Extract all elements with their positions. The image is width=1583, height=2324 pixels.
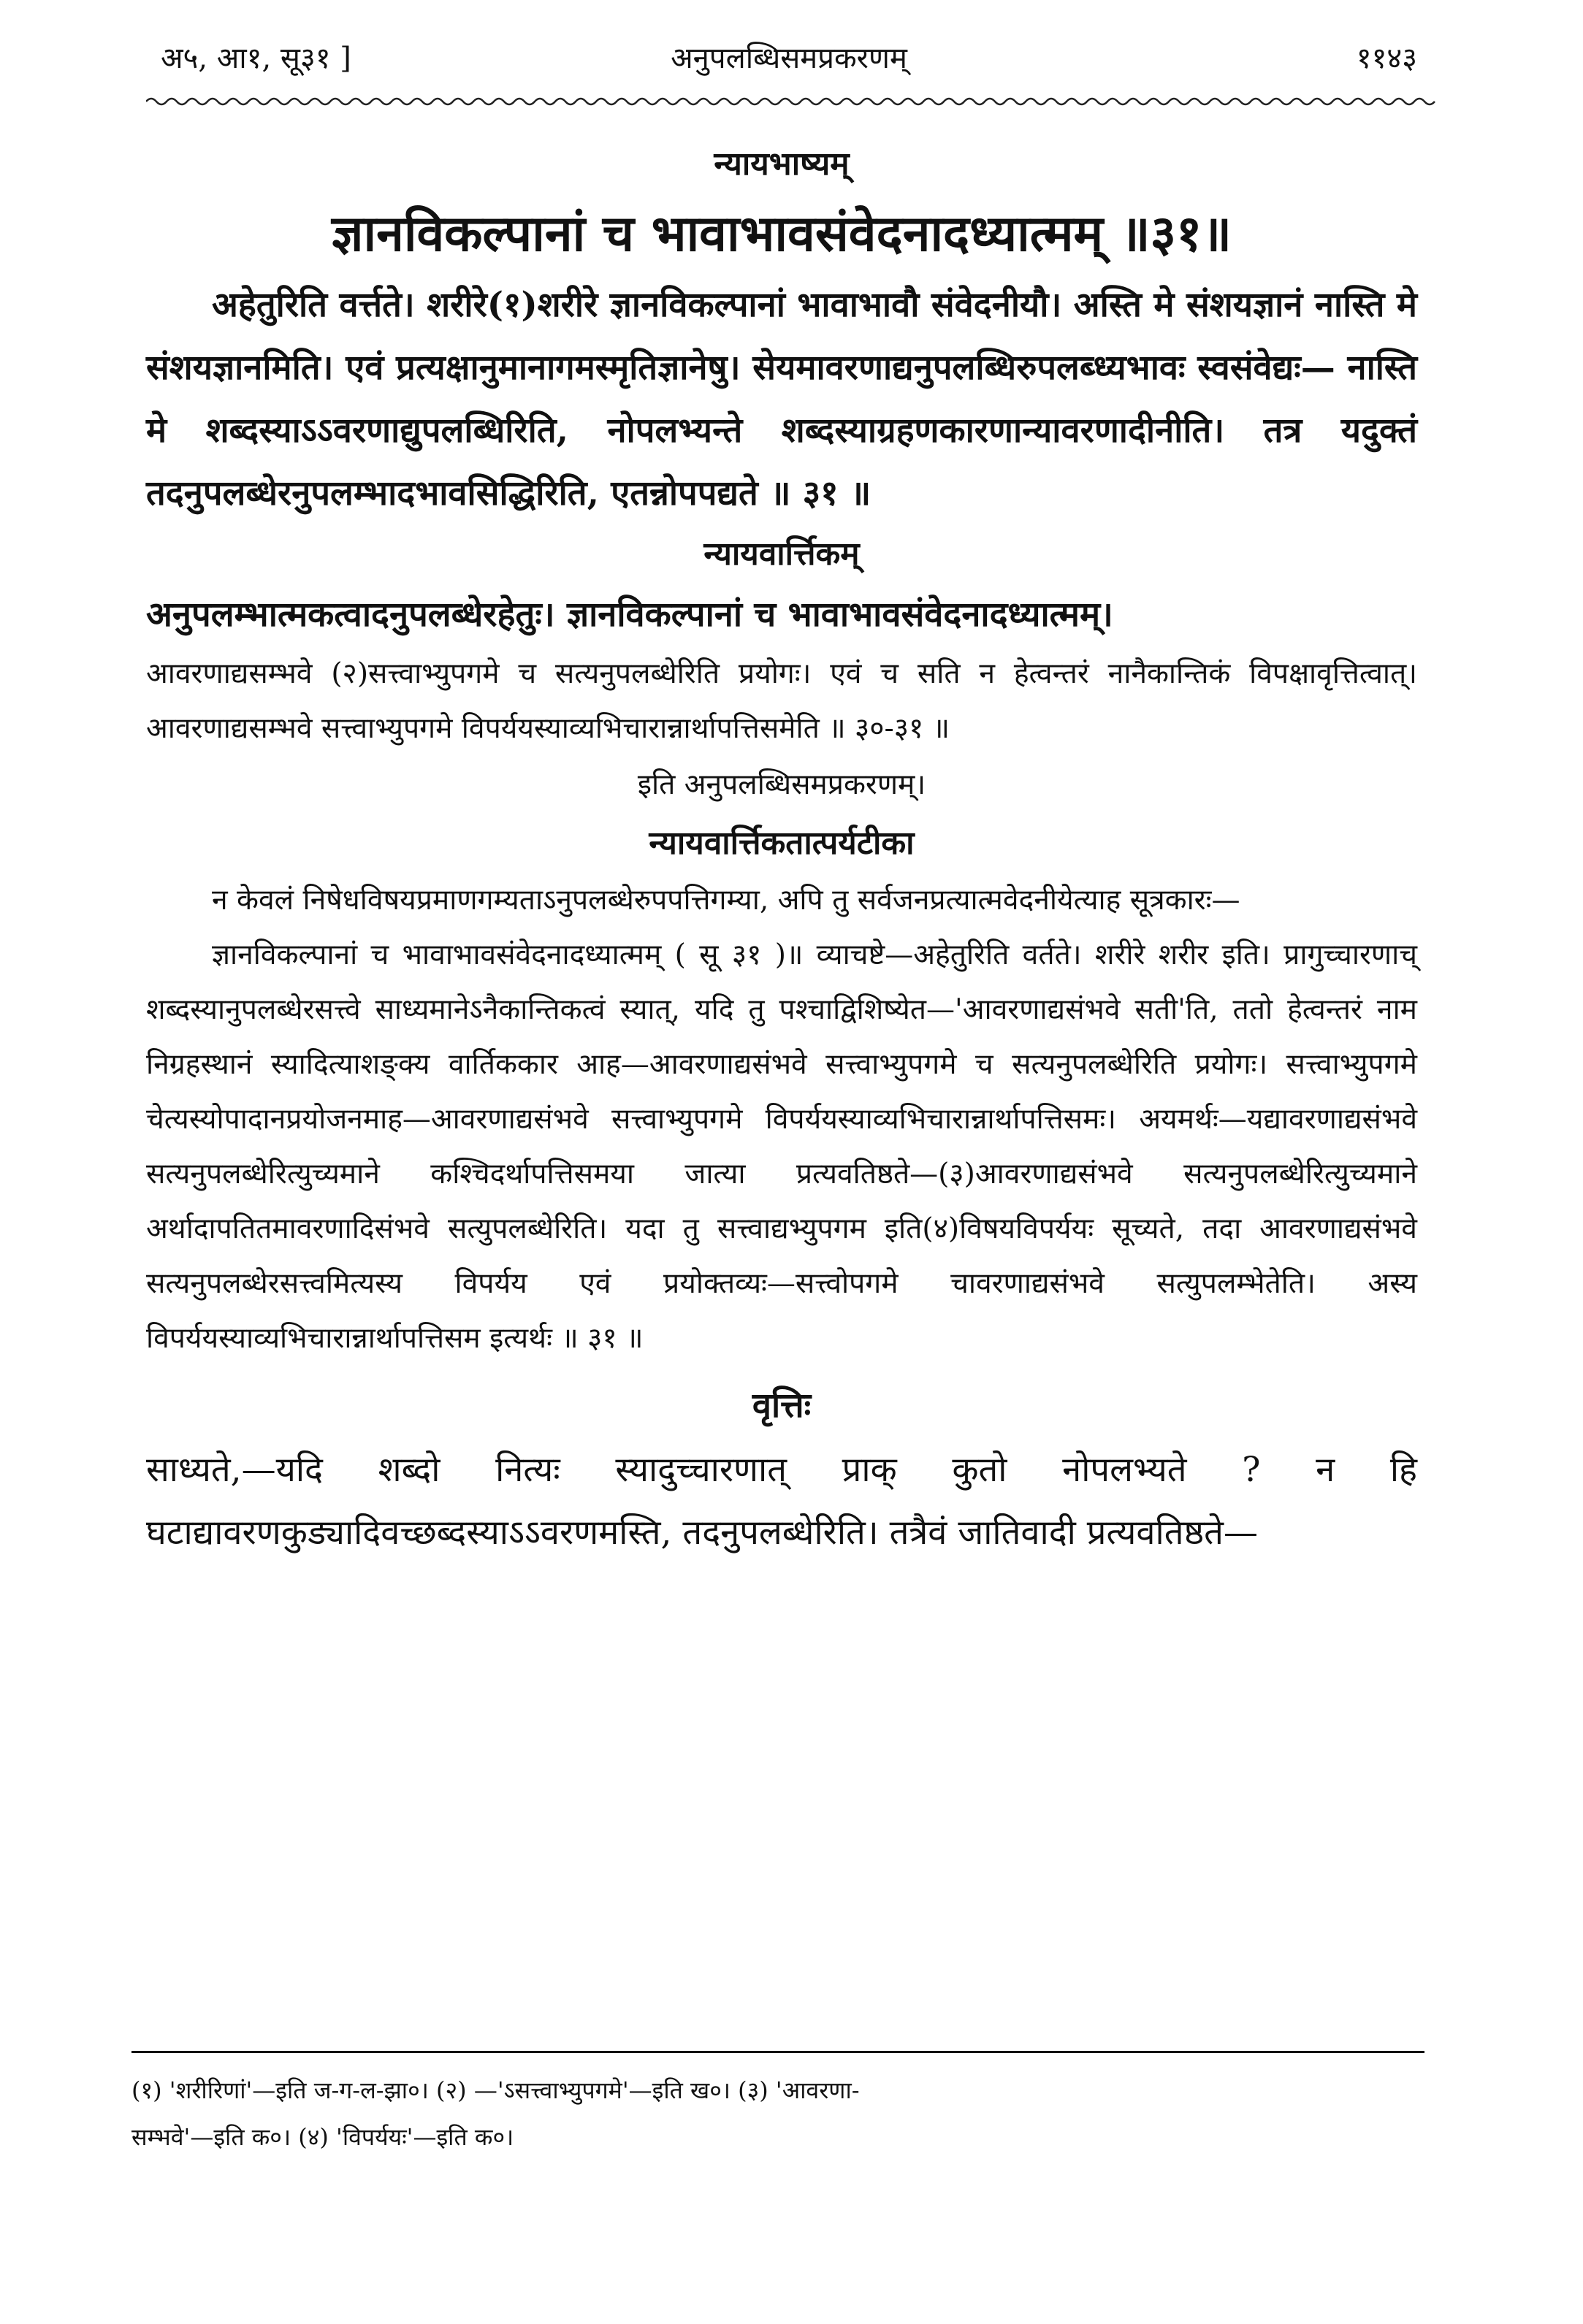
tika-heading: न्यायवार्त्तिकतात्पर्यटीका	[649, 825, 915, 862]
page-number: ११४३	[1356, 42, 1417, 75]
main-text	[146, 135, 1417, 1564]
varttika-sutra-line: अनुपलम्भात्मकत्वादनुपलब्धेरहेतुः। ज्ञानविकल्पानां च भावाभावसंवेदनादध्यात्मम्।	[146, 595, 1113, 635]
bhashya-heading: न्यायभाष्यम्	[714, 145, 850, 183]
footnotes	[131, 2067, 1417, 2160]
tika-paragraph-2: ज्ञानविकल्पानां च भावाभावसंवेदनादध्यात्मम् ( सू ३१ )॥ व्याचष्टे—अहेतुरिति वर्तते। शरीरे शरीर इति। प्रागुच्चारणाच् शब्दस्यानुपलब्धेरसत्त्वे साध्यमानेऽनैकान्तिकत्वं स्यात्, यदि तु पश्चाद्विशिष्येत—'आवरणाद्यसंभवे सती'ति, ततो हेत्वन्तरं नाम निग्रहस्थानं स्यादित्याशङ्क्य वार्तिककार आह—आवरणाद्यसंभवे सत्त्वाभ्युपगमे च सत्यनुपलब्धेरिति प्रयोगः। सत्त्वाभ्युपगमे चेत्यस्योपादानप्रयोजनमाह—आवरणाद्यसंभवे सत्त्वाभ्युपगमे विपर्ययस्याव्यभिचारान्नार्थापत्तिसमः। अयमर्थः—यद्यावरणाद्यसंभवे सत्यनुपलब्धेरित्युच्यमाने कश्चिदर्थापत्तिसमया जात्या प्रत्यवतिष्ठते—(३)आवरणाद्यसंभवे सत्यनुपलब्धेरित्युच्यमाने अर्थादापतितमावरणादिसंभवे सत्युपलब्धेरिति। यदा तु सत्त्वाद्यभ्युपगम इति(४)विषयविपर्ययः सूच्यते, तदा आवरणाद्यसंभवे सत्यनुपलब्धेरसत्त्वमित्यस्य विपर्यय एवं प्रयोक्तव्यः—सत्त्वोपगमे चावरणाद्यसंभवे सत्युपलम्भेतेति। अस्य विपर्ययस्याव्यभिचारान्नार्थापत्तिसम इत्यर्थः ॥ ३१ ॥	[146, 939, 1417, 1355]
section-closing: इति अनुपलब्धिसमप्रकरणम्।	[637, 768, 926, 801]
vritti-heading: वृत्तिः	[752, 1385, 812, 1426]
tika-paragraph-1: न केवलं निषेधविषयप्रमाणगम्यताऽनुपलब्धेरुपपत्तिगम्या, अपि तु सर्वजनप्रत्यात्मवेदनीयेत्याह सूत्रकारः—	[212, 884, 1240, 917]
varttika-paragraph: आवरणाद्यसम्भवे (२)सत्त्वाभ्युपगमे च सत्यनुपलब्धेरिति प्रयोगः। एवं च सति न हेत्वन्तरं नानैकान्तिकं विपक्षावृत्तित्वात्। आवरणाद्यसम्भवे सत्त्वाभ्युपगमे विपर्ययस्याव्यभिचारान्नार्थापत्तिसमेति ॥ ३०-३१ ॥	[146, 657, 1417, 745]
footnote-line: सम्भवे'—इति क०। (४) 'विपर्ययः'—इति क०।	[131, 2123, 514, 2151]
sutra-31: ज्ञानविकल्पानां च भावाभावसंवेदनादध्यात्मम् ॥३१॥	[331, 205, 1232, 263]
running-title: अनुपलब्धिसमप्रकरणम्	[671, 42, 907, 75]
bhashya-paragraph: अहेतुरिति वर्त्तते। शरीरे(१)शरीरे ज्ञानविकल्पानां भावाभावौ संवेदनीयौ। अस्ति मे संशयज्ञानं नास्ति मे संशयज्ञानमिति। एवं प्रत्यक्षानुमानागमस्मृतिज्ञानेषु। सेयमावरणाद्यनुपलब्धिरुपलब्ध्यभावः स्वसंवेद्यः— नास्ति मे शब्दस्याऽऽवरणाद्युपलब्धिरिति, नोपलभ्यन्ते शब्दस्याग्रहणकारणान्यावरणादीनीति। तत्र यदुक्तं तदनुपलब्धेरनुपलम्भादभावसिद्धिरिति, एतन्नोपपद्यते ॥ ३१ ॥	[146, 285, 1417, 513]
vritti-paragraph: साध्यते,—यदि शब्दो नित्यः स्यादुच्चारणात् प्राक् कुतो नोपलभ्यते ? न हि घटाद्यावरणकुड्यादिवच्छब्दस्याऽऽवरणमस्ति, तदनुपलब्धेरिति। तत्रैवं जातिवादी प्रत्यवतिष्ठते—	[146, 1450, 1417, 1553]
varttika-heading: न्यायवार्त्तिकम्	[703, 535, 860, 573]
footnote-divider	[131, 2051, 1424, 2053]
running-head	[161, 29, 1417, 88]
wavy-rule	[146, 93, 1439, 110]
footnote-line: (१) 'शरीरिणां'—इति ज-ग-ल-झा०। (२) —'ऽसत्त्वाभ्युपगमे'—इति ख०। (३) 'आवरणा-	[131, 2076, 860, 2104]
section-reference: अ५, आ१, सू३१ ]	[161, 42, 351, 75]
